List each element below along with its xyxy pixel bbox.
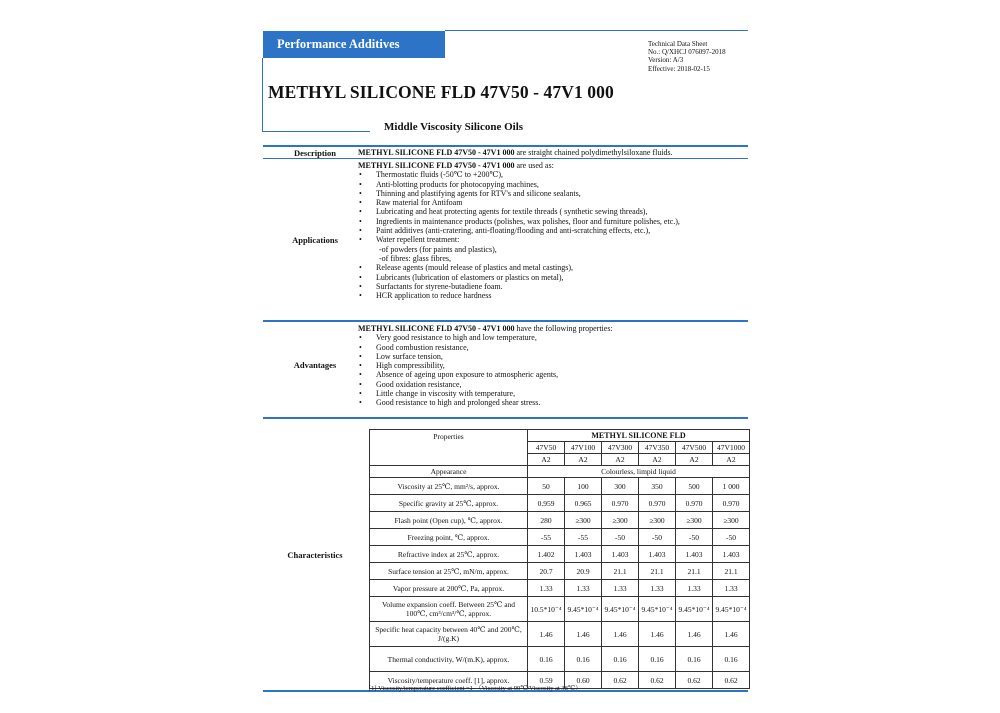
value-cell: 0.16	[639, 647, 676, 672]
value-cell: -55	[565, 529, 602, 546]
table-row	[370, 622, 750, 647]
list-item: • Low surface tension,	[358, 352, 613, 361]
list-item: • Lubricants (lubrication of elastomers or plastics on metal),	[358, 273, 680, 282]
value-cell: ≥300	[602, 512, 639, 529]
value-cell: ≥300	[676, 512, 713, 529]
value-cell: 0.59	[528, 672, 565, 689]
list-item: • Surfactants for styrene-butadiene foam.	[358, 282, 680, 291]
properties-table	[369, 429, 750, 689]
table-header-row	[370, 430, 750, 442]
value-cell: ≥300	[565, 512, 602, 529]
grade-cell: 47V500	[676, 442, 713, 454]
list-item: • HCR application to reduce hardness	[358, 291, 680, 300]
value-cell: 0.970	[676, 495, 713, 512]
value-cell: 0.62	[713, 672, 750, 689]
property-name: Viscosity at 25℃, mm²/s, approx.	[370, 478, 528, 495]
appearance-label: Appearance	[370, 466, 528, 478]
value-cell: -50	[602, 529, 639, 546]
grade-sub-cell: A2	[602, 454, 639, 466]
applications-block	[358, 161, 680, 300]
table-row	[370, 478, 750, 495]
meta-line: Technical Data Sheet	[648, 40, 708, 48]
applications-lead	[358, 161, 680, 170]
value-cell: 0.970	[602, 495, 639, 512]
table-row	[370, 529, 750, 546]
advantages-label: Advantages	[293, 360, 337, 370]
page-subtitle: Middle Viscosity Silicone Oils	[384, 121, 524, 133]
value-cell: 1.46	[639, 622, 676, 647]
value-cell: 0.62	[602, 672, 639, 689]
property-name: Volume expansion coeff. Between 25℃ and 100℃, cm³/cm³/℃, approx.	[370, 597, 528, 622]
value-cell: 1.33	[602, 580, 639, 597]
value-cell: 1.403	[639, 546, 676, 563]
section-rule	[263, 158, 748, 159]
grade-sub-cell: A2	[639, 454, 676, 466]
value-cell: 1.46	[565, 622, 602, 647]
sub-item: -of powders (for paints and plastics),	[379, 244, 497, 254]
value-cell: 0.970	[639, 495, 676, 512]
list-item: • High compressibility,	[358, 361, 613, 370]
product-name: METHYL SILICONE FLD 47V50 - 47V1 000	[358, 324, 515, 333]
table-footnote: [1] Viscosity/temperature coefficient =1-（Viscosity at 99℃/Viscosity at 38℃）	[369, 685, 582, 692]
value-cell: 0.16	[676, 647, 713, 672]
top-rule	[445, 30, 748, 31]
list-item: • Good oxidation resistance,	[358, 380, 613, 389]
value-cell: 1.403	[676, 546, 713, 563]
appearance-value: Colourless, limpid liquid	[528, 466, 750, 478]
value-cell: 1.46	[676, 622, 713, 647]
value-cell: 1.33	[676, 580, 713, 597]
advantages-lead	[358, 324, 613, 333]
value-cell: 20.9	[565, 563, 602, 580]
value-cell: 0.60	[565, 672, 602, 689]
brand-banner: Performance Additives	[263, 31, 445, 58]
table-row	[370, 597, 750, 622]
value-cell: 9.45*10⁻⁴	[639, 597, 676, 622]
property-name: Freezing point, ℃, approx.	[370, 529, 528, 546]
value-cell: 350	[639, 478, 676, 495]
value-cell: 0.16	[713, 647, 750, 672]
property-name: Surface tension at 25℃, mN/m, approx.	[370, 563, 528, 580]
left-rule	[262, 58, 263, 131]
value-cell: ≥300	[639, 512, 676, 529]
value-cell: 0.965	[565, 495, 602, 512]
value-cell: 1.46	[602, 622, 639, 647]
list-item: • Thinning and plastifying agents for RTV's and silicone sealants,	[358, 189, 680, 198]
advantages-block	[358, 324, 613, 408]
list-item: • Little change in viscosity with temperature,	[358, 389, 613, 398]
property-name: Thermal conductivity, W/(m.K), approx.	[370, 647, 528, 672]
list-item: • Paint additives (anti-cratering, anti-floating/flooding and anti-scratching effects, etc.),	[358, 226, 680, 235]
description-rest: are straight chained polydimethylsiloxane fluids.	[514, 148, 673, 157]
meta-line: Effective: 2018-02-15	[648, 64, 710, 73]
description-text	[358, 148, 673, 157]
list-item: • Water repellent treatment:	[358, 235, 680, 244]
value-cell: 9.45*10⁻⁴	[713, 597, 750, 622]
product-group-header: METHYL SILICONE FLD	[528, 430, 750, 442]
appearance-row	[370, 466, 750, 478]
value-cell: 1.33	[528, 580, 565, 597]
table-row	[370, 563, 750, 580]
property-name: Viscosity/temperature coeff. [1], approx.	[370, 672, 528, 689]
value-cell: 1.46	[528, 622, 565, 647]
section-rule	[263, 320, 748, 322]
description-label: Description	[293, 148, 337, 158]
applications-list	[358, 170, 680, 244]
grade-cell: 47V50	[528, 442, 565, 454]
property-name: Refractive index at 25℃, approx.	[370, 546, 528, 563]
list-item: • Thermostatic fluids (-50℃ to +200℃),	[358, 170, 680, 179]
value-cell: 0.959	[528, 495, 565, 512]
value-cell: 100	[565, 478, 602, 495]
document-meta	[648, 40, 726, 73]
list-item: • Good combustion resistance,	[358, 343, 613, 352]
list-item: • Ingredients in maintenance products (polishes, wax polishes, floor and furniture polishes, etc.),	[358, 217, 680, 226]
value-cell: ≥300	[713, 512, 750, 529]
value-cell: 1.33	[639, 580, 676, 597]
value-cell: 500	[676, 478, 713, 495]
value-cell: 0.16	[528, 647, 565, 672]
value-cell: 50	[528, 478, 565, 495]
value-cell: 0.62	[639, 672, 676, 689]
value-cell: -50	[676, 529, 713, 546]
value-cell: 21.1	[713, 563, 750, 580]
value-cell: 0.62	[676, 672, 713, 689]
value-cell: 21.1	[602, 563, 639, 580]
property-name: Vapor pressure at 200℃, Pa, approx.	[370, 580, 528, 597]
value-cell: 0.970	[713, 495, 750, 512]
value-cell: 9.45*10⁻⁴	[565, 597, 602, 622]
page-title: METHYL SILICONE FLD 47V50 - 47V1 000	[268, 82, 614, 102]
list-item: • Anti-blotting products for photocopying machines,	[358, 180, 680, 189]
grade-sub-cell: A2	[713, 454, 750, 466]
value-cell: 280	[528, 512, 565, 529]
value-cell: 0.16	[602, 647, 639, 672]
meta-line: Version: A/3	[648, 56, 684, 65]
table-row	[370, 512, 750, 529]
value-cell: 21.1	[639, 563, 676, 580]
properties-header: Properties	[370, 430, 528, 466]
value-cell: 1 000	[713, 478, 750, 495]
grade-cell: 47V100	[565, 442, 602, 454]
meta-line: No.: Q/XHCJ 076097-2018	[648, 48, 726, 57]
value-cell: 1.402	[528, 546, 565, 563]
value-cell: -55	[528, 529, 565, 546]
table-row	[370, 647, 750, 672]
section-rule	[263, 145, 748, 147]
value-cell: 1.33	[713, 580, 750, 597]
value-cell: 1.403	[713, 546, 750, 563]
property-name: Flash point (Open cup), ℃, approx.	[370, 512, 528, 529]
grade-sub-cell: A2	[676, 454, 713, 466]
value-cell: 20.7	[528, 563, 565, 580]
value-cell: 21.1	[676, 563, 713, 580]
value-cell: 1.403	[602, 546, 639, 563]
sub-item: -of fibres: glass fibres,	[379, 253, 451, 263]
applications-label: Applications	[292, 235, 338, 245]
value-cell: -50	[713, 529, 750, 546]
value-cell: 9.45*10⁻⁴	[602, 597, 639, 622]
list-item: • Very good resistance to high and low temperature,	[358, 333, 613, 342]
lead-rest: are used as:	[514, 161, 554, 170]
value-cell: 10.5*10⁻⁴	[528, 597, 565, 622]
table-row	[370, 580, 750, 597]
advantages-list	[358, 333, 613, 407]
value-cell: 1.33	[565, 580, 602, 597]
list-item: • Raw material for Antifoam	[358, 198, 680, 207]
grade-sub-cell: A2	[565, 454, 602, 466]
product-name: METHYL SILICONE FLD 47V50 - 47V1 000	[358, 161, 515, 170]
table-row	[370, 495, 750, 512]
value-cell: 9.45*10⁻⁴	[676, 597, 713, 622]
list-item: • Good resistance to high and prolonged shear stress.	[358, 398, 613, 407]
grade-cell: 47V300	[602, 442, 639, 454]
section-rule	[263, 417, 748, 419]
value-cell: 1.403	[565, 546, 602, 563]
grade-cell: 47V350	[639, 442, 676, 454]
value-cell: 0.16	[565, 647, 602, 672]
table-row	[370, 546, 750, 563]
product-name: METHYL SILICONE FLD 47V50 - 47V1 000	[358, 148, 515, 157]
grade-sub-cell: A2	[528, 454, 565, 466]
list-item: • Release agents (mould release of plastics and metal castings),	[358, 263, 680, 272]
property-name: Specific gravity at 25℃, approx.	[370, 495, 528, 512]
applications-list-2	[358, 263, 680, 300]
lead-rest: have the following properties:	[514, 324, 613, 333]
characteristics-label: Characteristics	[287, 550, 343, 560]
title-underline	[262, 131, 370, 132]
grade-cell: 47V1000	[713, 442, 750, 454]
value-cell: 300	[602, 478, 639, 495]
list-item: • Absence of ageing upon exposure to atmospheric agents,	[358, 370, 613, 379]
value-cell: -50	[639, 529, 676, 546]
property-name: Specific heat capacity between 40℃ and 200℃, J/(g.K)	[370, 622, 528, 647]
value-cell: 1.46	[713, 622, 750, 647]
list-item: • Lubricating and heat protecting agents for textile threads ( synthetic sewing threads),	[358, 207, 680, 216]
